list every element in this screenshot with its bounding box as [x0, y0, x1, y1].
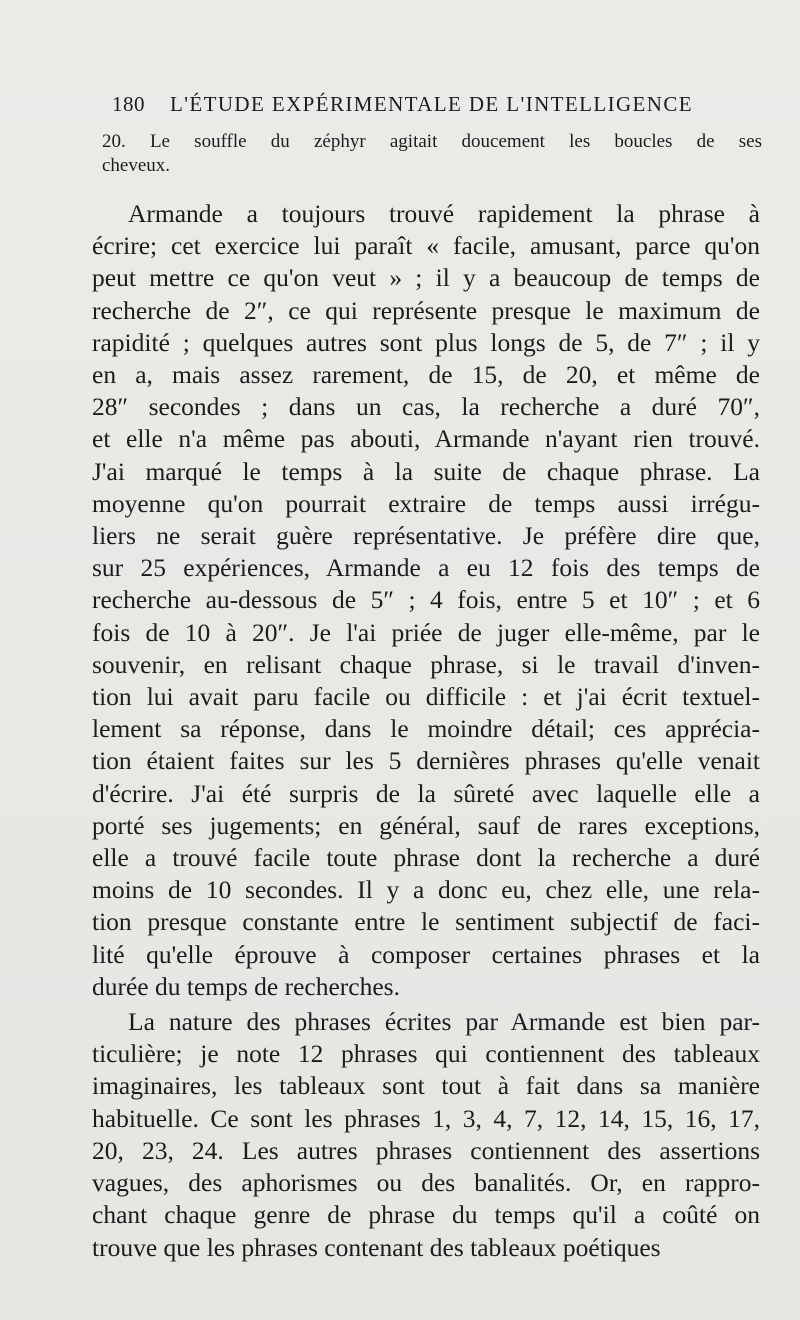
text-line: elle a trouvé facile toute phrase dont la recherche a duré [92, 843, 760, 873]
paragraph [92, 198, 760, 1003]
text-line: 28″ secondes ; dans un cas, la recherche a duré 70″, [92, 392, 760, 422]
text-line: vagues, des aphorismes ou des banalités. Or, en rappro- [92, 1168, 760, 1198]
text-line: moyenne qu'on pourrait extraire de temps aussi irrégu- [92, 488, 760, 518]
text-line: 20, 23, 24. Les autres phrases contiennent des assertions [92, 1135, 760, 1165]
example-line: 20. Le souffle du zéphyr agitait doucement les boucles de ses [102, 131, 762, 152]
text-line: tion étaient faites sur les 5 dernières phrases qu'elle venait [92, 746, 760, 776]
text-line: et elle n'a même pas abouti, Armande n'ayant rien trouvé. [92, 424, 760, 454]
page-number: 180 [112, 92, 145, 116]
text-line: fois de 10 à 20″. Je l'ai priée de juger elle-même, par le [92, 617, 760, 647]
text-line: Armande a toujours trouvé rapidement la phrase à [128, 199, 760, 228]
text-line: J'ai marqué le temps à la suite de chaque phrase. La [92, 456, 760, 486]
text-line: La nature des phrases écrites par Armande est bien par- [128, 1007, 760, 1037]
body-text [92, 198, 760, 1264]
text-line: trouve que les phrases contenant des tableaux poétiques [92, 1232, 661, 1262]
text-line: écrire; cet exercice lui paraît « facile, amusant, parce qu'on [92, 231, 760, 261]
text-line: tion presque constante entre le sentiment subjectif de faci- [92, 907, 760, 937]
text-line: sur 25 expériences, Armande a eu 12 fois des temps de [92, 553, 760, 583]
running-title: L'ÉTUDE EXPÉRIMENTALE DE L'INTELLIGENCE [170, 92, 693, 116]
text-line: habituelle. Ce sont les phrases 1, 3, 4, 7, 12, 14, 15, 16, 17, [92, 1103, 760, 1133]
page-header [112, 92, 772, 117]
text-line: recherche au-dessous de 5″ ; 4 fois, entre 5 et 10″ ; et 6 [92, 585, 760, 615]
paragraph [92, 1006, 760, 1264]
text-line: durée du temps de recherches. [92, 971, 400, 1001]
example-sentence [102, 130, 762, 178]
text-line: en a, mais assez rarement, de 15, de 20, et même de [92, 360, 760, 390]
text-line: liers ne serait guère représentative. Je préfère dire que, [92, 521, 760, 551]
text-line: souvenir, en relisant chaque phrase, si le travail d'inven- [92, 649, 760, 679]
text-line: chant chaque genre de phrase du temps qu'il a coûté on [92, 1200, 760, 1230]
text-line: tion lui avait paru facile ou difficile : et j'ai écrit textuel- [92, 682, 760, 712]
text-line: recherche de 2″, ce qui représente presque le maximum de [92, 295, 760, 325]
text-line: d'écrire. J'ai été surpris de la sûreté avec laquelle elle a [92, 778, 760, 808]
text-line: ticulière; je note 12 phrases qui contiennent des tableaux [92, 1039, 760, 1069]
text-line: porté ses jugements; en général, sauf de rares exceptions, [92, 810, 760, 840]
text-line: rapidité ; quelques autres sont plus longs de 5, de 7″ ; il y [92, 327, 760, 357]
text-line: imaginaires, les tableaux sont tout à fait dans sa manière [92, 1071, 760, 1101]
text-line: lement sa réponse, dans le moindre détail; ces apprécia- [92, 714, 760, 744]
text-line: peut mettre ce qu'on veut » ; il y a beaucoup de temps de [92, 263, 760, 293]
text-line: moins de 10 secondes. Il y a donc eu, chez elle, une rela- [92, 875, 760, 905]
text-line: lité qu'elle éprouve à composer certaines phrases et la [92, 939, 760, 969]
example-line: cheveux. [102, 155, 171, 176]
